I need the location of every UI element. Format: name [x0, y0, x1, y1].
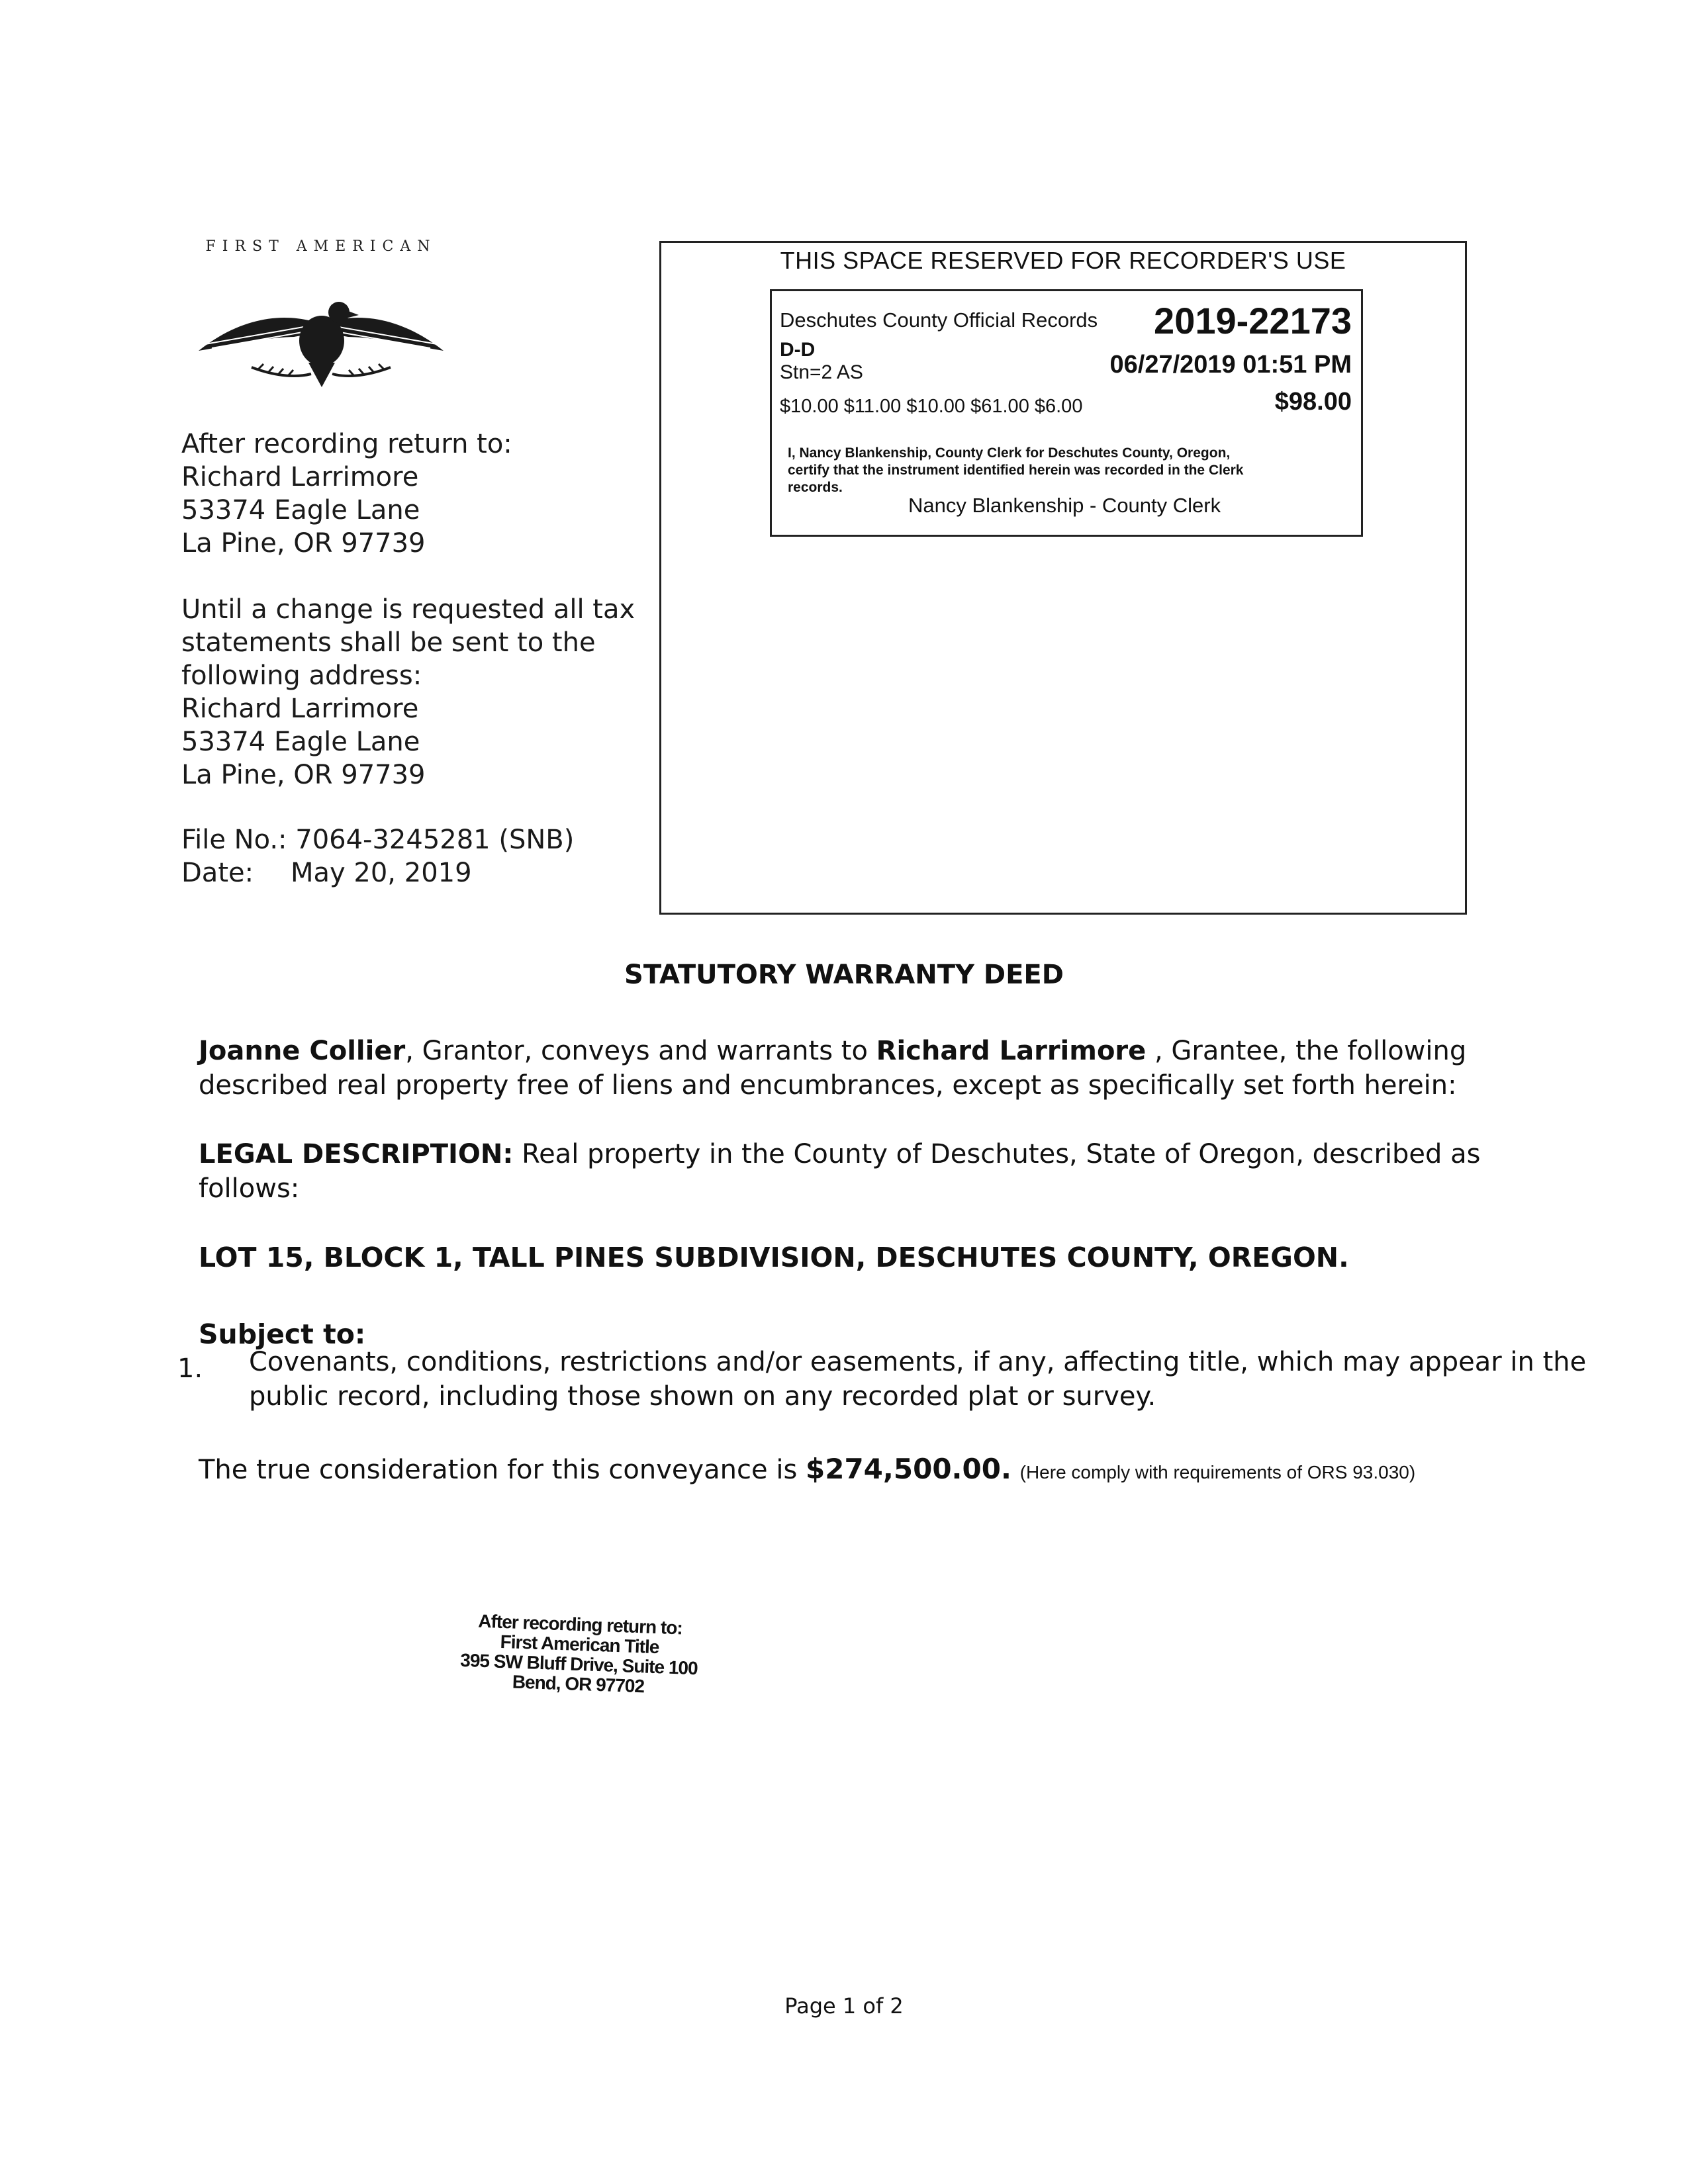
- logo-arc-text: FIRST AMERICAN: [205, 238, 437, 255]
- grantor-name: Joanne Collier: [199, 1036, 406, 1066]
- return-street: 53374 Eagle Lane: [181, 495, 420, 525]
- legal-text: Real property in the County of Deschutes, State of Oregon, described as: [513, 1139, 1481, 1169]
- grantee-name: Richard Larrimore: [876, 1036, 1147, 1066]
- deed-date: May 20, 2019: [291, 858, 472, 888]
- stamp-line-1: After recording return to:: [477, 1610, 683, 1639]
- stamp-line-4: Bend, OR 97702: [512, 1671, 645, 1697]
- tax-street: 53374 Eagle Lane: [181, 727, 420, 757]
- stamp-line-3: 395 SW Bluff Drive, Suite 100: [459, 1649, 698, 1679]
- grant-text-a: , Grantor, conveys and warrants to: [405, 1036, 876, 1066]
- return-city: La Pine, OR 97739: [181, 528, 426, 559]
- legal-description: [199, 1137, 1480, 1206]
- subject-to-heading: Subject to:: [199, 1318, 366, 1350]
- file-no: 7064-3245281 (SNB): [295, 825, 575, 855]
- consideration-text: The true consideration for this conveyance is: [199, 1455, 806, 1485]
- subject-item-1: [249, 1345, 1586, 1414]
- tax-city: La Pine, OR 97739: [181, 760, 426, 790]
- consideration-note: (Here comply with requirements of ORS 93.030): [1019, 1462, 1416, 1482]
- company-logo: [192, 238, 450, 397]
- return-name: Richard Larrimore: [181, 462, 419, 492]
- recorder-title: THIS SPACE RESERVED FOR RECORDER'S USE: [780, 247, 1346, 274]
- grant-paragraph: [199, 1034, 1466, 1103]
- clerk-signature: Nancy Blankenship - County Clerk: [908, 494, 1221, 517]
- record-number: 2019-22173: [1154, 300, 1352, 341]
- deed-title: STATUTORY WARRANTY DEED: [624, 960, 1064, 990]
- record-datetime: 06/27/2019 01:51 PM: [1109, 351, 1352, 379]
- clerk-certification: [788, 445, 1243, 496]
- stamp-line-2: First American Title: [500, 1631, 659, 1658]
- return-to-stamp: [436, 1610, 723, 1700]
- tax-line-3: following address:: [181, 660, 422, 691]
- return-address-block: [181, 428, 512, 560]
- page-number: Page 1 of 2: [784, 1993, 904, 2019]
- tax-line-1: Until a change is requested all tax: [181, 594, 635, 625]
- cert-line-3: records.: [788, 480, 843, 495]
- file-info-block: [181, 823, 574, 889]
- doc-type: D-D: [780, 339, 816, 361]
- legal-label: LEGAL DESCRIPTION:: [199, 1139, 514, 1169]
- item-1-line-2: public record, including those shown on any recorded plat or survey.: [249, 1381, 1156, 1412]
- official-records-stamp: [770, 289, 1363, 537]
- tax-line-2: statements shall be sent to the: [181, 627, 596, 658]
- tax-statement-block: [181, 593, 635, 792]
- consideration-amount: $274,500.00.: [806, 1453, 1011, 1485]
- grant-text-b: , Grantee, the following: [1146, 1036, 1467, 1066]
- station: Stn=2 AS: [780, 361, 863, 383]
- lot-description: LOT 15, BLOCK 1, TALL PINES SUBDIVISION, DESCHUTES COUNTY, OREGON.: [199, 1242, 1349, 1273]
- subject-item-number: 1.: [177, 1353, 203, 1384]
- legal-text-line-2: follows:: [199, 1173, 300, 1204]
- county-records-label: Deschutes County Official Records: [780, 308, 1098, 332]
- date-label: Date:: [181, 858, 254, 888]
- grant-text-line-2: described real property free of liens and encumbrances, except as specifically set forth herein:: [199, 1070, 1457, 1101]
- recorder-space: [659, 241, 1467, 915]
- cert-line-1: I, Nancy Blankenship, County Clerk for Deschutes County, Oregon,: [788, 445, 1231, 461]
- total-fee: $98.00: [1274, 388, 1352, 416]
- consideration-line: [199, 1452, 1415, 1490]
- cert-line-2: certify that the instrument identified herein was recorded in the Clerk: [788, 463, 1244, 478]
- tax-name: Richard Larrimore: [181, 694, 419, 724]
- return-heading: After recording return to:: [181, 429, 512, 459]
- eagle-icon: [192, 251, 450, 397]
- item-1-line-1: Covenants, conditions, restrictions and/or easements, if any, affecting title, which may appear in the: [249, 1347, 1587, 1377]
- file-no-label: File No.:: [181, 825, 287, 855]
- fee-list: $10.00 $11.00 $10.00 $61.00 $6.00: [780, 396, 1083, 417]
